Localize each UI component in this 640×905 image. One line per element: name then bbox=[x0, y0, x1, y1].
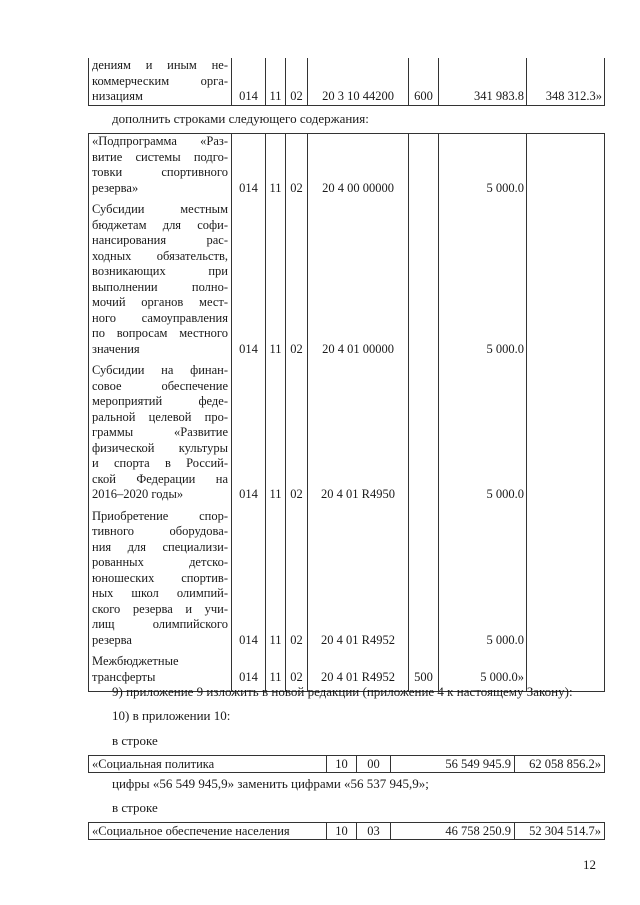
item-9-text: 9) приложение 9 изложить в новой редакции (приложение 4 к настоящему Закону): bbox=[112, 684, 573, 699]
subsection-code: 02 bbox=[286, 58, 308, 105]
social-security-table bbox=[88, 822, 605, 840]
section-code: 11 bbox=[266, 363, 286, 509]
target-code: 20 4 01 00000 bbox=[308, 202, 409, 363]
empty-cell bbox=[527, 509, 605, 655]
table-row bbox=[89, 202, 605, 363]
empty-cell bbox=[527, 134, 605, 203]
subsection-code: 02 bbox=[286, 363, 308, 509]
section-code: 11 bbox=[266, 509, 286, 655]
replace-text: цифры «56 549 945,9» заменить цифрами «56 537 945,9»; bbox=[112, 776, 429, 791]
table-row bbox=[89, 756, 605, 773]
amount: 5 000.0 bbox=[439, 134, 527, 203]
subsection-code: 02 bbox=[286, 509, 308, 655]
intro-line: дополнить строками следующего содержания: bbox=[112, 111, 369, 126]
item-10-text: 10) в приложении 10: bbox=[112, 708, 231, 723]
section-code: 11 bbox=[266, 58, 286, 105]
amount: 5 000.0 bbox=[439, 202, 527, 363]
in-line-label: в строке bbox=[112, 733, 158, 748]
table-row bbox=[89, 823, 605, 840]
type-code bbox=[409, 202, 439, 363]
row-name: «Социальная политика bbox=[89, 756, 327, 773]
empty-cell bbox=[527, 202, 605, 363]
empty-cell bbox=[527, 363, 605, 509]
ministry-code: 014 bbox=[232, 654, 266, 692]
ministry-code: 014 bbox=[232, 134, 266, 203]
amount-old: 46 758 250.9 bbox=[391, 823, 515, 840]
budget-table-new-rows bbox=[88, 133, 605, 692]
ministry-code: 014 bbox=[232, 58, 266, 105]
in-line-label: в строке bbox=[112, 800, 158, 815]
amount-new: 348 312.3» bbox=[527, 58, 605, 105]
type-code bbox=[409, 509, 439, 655]
subsection-code: 03 bbox=[357, 823, 391, 840]
row-name: Приобретение спор- тивного оборудова- ния для специализи- рованных детско- юношеских спортив- ных школ олимпий- ского резерва и учи- лищ олимпийского резерва bbox=[89, 509, 232, 655]
social-policy-table bbox=[88, 755, 605, 773]
section-code: 11 bbox=[266, 134, 286, 203]
target-code: 20 3 10 44200 bbox=[308, 58, 409, 105]
amount: 5 000.0 bbox=[439, 363, 527, 509]
amount: 5 000.0» bbox=[439, 654, 527, 692]
row-name: Субсидии местным бюджетам для софи- нансирования рас- ходных обязательств, возникающих при выполнении полно- мочий органов мест- ного самоуправления по вопросам местного значения bbox=[89, 202, 232, 363]
ministry-code: 014 bbox=[232, 363, 266, 509]
subsection-code: 02 bbox=[286, 654, 308, 692]
table-row bbox=[89, 134, 605, 203]
target-code: 20 4 01 R4952 bbox=[308, 654, 409, 692]
section-code: 10 bbox=[327, 756, 357, 773]
row-name: «Подпрограмма «Раз- витие системы подго- товки спортивного резерва» bbox=[89, 134, 232, 203]
table-row bbox=[89, 363, 605, 509]
target-code: 20 4 01 R4950 bbox=[308, 363, 409, 509]
table-row bbox=[89, 509, 605, 655]
amount-old: 56 549 945.9 bbox=[391, 756, 515, 773]
amount-new: 62 058 856.2» bbox=[515, 756, 605, 773]
amount-new: 52 304 514.7» bbox=[515, 823, 605, 840]
table-row bbox=[89, 58, 605, 105]
ministry-code: 014 bbox=[232, 509, 266, 655]
type-code: 600 bbox=[409, 58, 439, 105]
row-name: «Социальное обеспечение населения bbox=[89, 823, 327, 840]
subsection-code: 02 bbox=[286, 134, 308, 203]
row-name: Межбюджетные трансферты bbox=[89, 654, 232, 692]
target-code: 20 4 01 R4952 bbox=[308, 509, 409, 655]
amount: 5 000.0 bbox=[439, 509, 527, 655]
row-name: дениям и иным не- коммерческим орга- низациям bbox=[89, 58, 232, 105]
page-number: 12 bbox=[583, 857, 596, 872]
subsection-code: 00 bbox=[357, 756, 391, 773]
ministry-code: 014 bbox=[232, 202, 266, 363]
budget-table-continuation bbox=[88, 58, 605, 106]
section-code: 11 bbox=[266, 654, 286, 692]
section-code: 11 bbox=[266, 202, 286, 363]
target-code: 20 4 00 00000 bbox=[308, 134, 409, 203]
type-code: 500 bbox=[409, 654, 439, 692]
row-name: Субсидии на финан- совое обеспечение мероприятий феде- ральной целевой про- граммы «Развитие физической культуры и спорта в Россий- ской Федерации на 2016–2020 годы» bbox=[89, 363, 232, 509]
type-code bbox=[409, 134, 439, 203]
section-code: 10 bbox=[327, 823, 357, 840]
amount-old: 341 983.8 bbox=[439, 58, 527, 105]
type-code bbox=[409, 363, 439, 509]
subsection-code: 02 bbox=[286, 202, 308, 363]
